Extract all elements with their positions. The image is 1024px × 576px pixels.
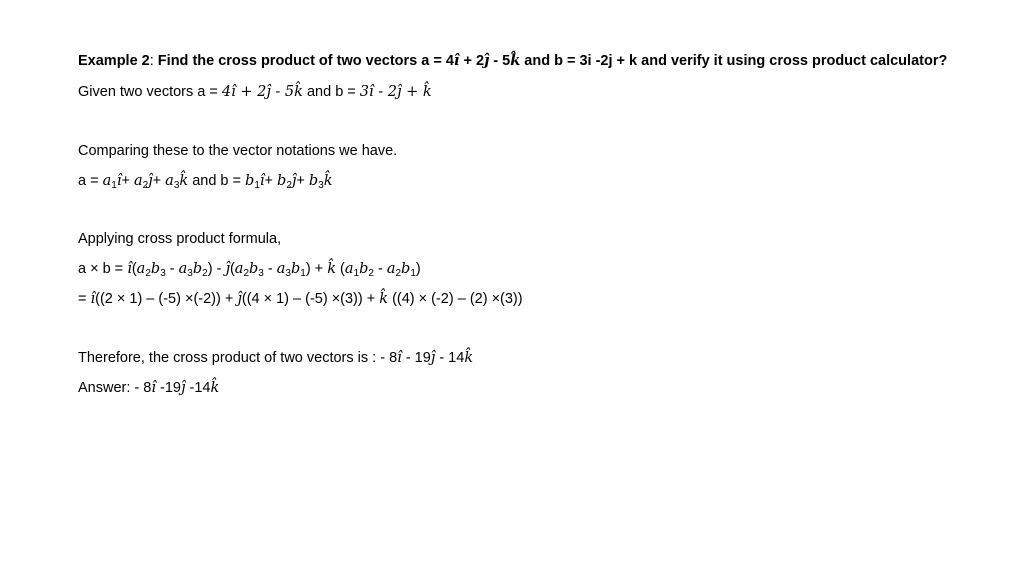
unit-vector-k: k̂	[323, 173, 333, 189]
plus-sign: +	[152, 173, 166, 189]
subscript-3: 3	[318, 180, 324, 191]
subscript: 3	[160, 268, 166, 279]
term-b: b	[192, 261, 203, 277]
substitution-i-term: ((2 × 1) – (-5) ×(-2)) +	[95, 291, 238, 307]
substitution-j-term: ((4 × 1) – (-5) ×(3)) +	[241, 291, 380, 307]
therefore-line	[78, 347, 473, 369]
term-b: b	[290, 261, 301, 277]
equals-sign: =	[78, 291, 91, 307]
given-vectors	[78, 81, 432, 103]
question-part-3: - 5	[489, 53, 511, 69]
unit-vector-i: î	[259, 173, 265, 189]
unit-vector-j: ĵ	[237, 291, 242, 307]
unit-vector-k: k̂	[179, 173, 189, 189]
unit-vector-k: k̂	[464, 350, 474, 366]
therefore-text: Therefore, the cross product of two vectors is : - 8	[78, 350, 398, 366]
question-part-4: and b = 3i -2j + k and verify it using cross product calculator?	[520, 53, 948, 69]
minus-sign: -	[373, 261, 387, 277]
given-text-2: and b =	[302, 84, 360, 100]
component-a3: a	[165, 173, 174, 189]
vector-b-expression: 3î - 2ĵ + k̂	[359, 84, 432, 100]
subscript-3: 3	[173, 180, 180, 191]
unit-vector-i: î	[116, 173, 122, 189]
question-part-2: + 2	[459, 53, 485, 69]
subscript: 2	[243, 268, 249, 279]
paren-open: (	[229, 261, 235, 277]
vector-a-expression: 4î + 2ĵ - 5k̂	[221, 84, 303, 100]
unit-vector-j: ĵ	[148, 173, 153, 189]
example-label: Example 2	[78, 53, 150, 69]
subscript-1: 1	[111, 180, 117, 191]
component-b2: b	[277, 173, 287, 189]
term-a: a	[386, 261, 396, 277]
component-a2: a	[133, 173, 143, 189]
plus-sign: +	[264, 173, 278, 189]
subscript-1: 1	[254, 180, 260, 191]
term-a: a	[276, 261, 286, 277]
subscript-2: 2	[286, 180, 292, 191]
paren-open: (	[131, 261, 137, 277]
component-b3: b	[308, 173, 319, 189]
comparing-text: Comparing these to the vector notations we have.	[78, 143, 398, 159]
unit-vector-i: î	[453, 52, 460, 69]
answer-line	[78, 377, 219, 399]
subscript: 1	[300, 268, 306, 279]
component-b1: b	[245, 173, 255, 189]
term-a: a	[178, 261, 188, 277]
notation-b-lead: and b =	[188, 173, 246, 189]
subscript: 2	[395, 268, 402, 279]
unit-vector-i: î	[151, 380, 156, 396]
subscript: 1	[410, 268, 416, 279]
example-question	[78, 50, 947, 72]
answer-k-coef: -14	[185, 380, 211, 396]
unit-vector-j: ĵ	[180, 380, 186, 396]
subscript-2: 2	[142, 180, 149, 191]
given-text-1: Given two vectors a =	[78, 84, 222, 100]
term-b: b	[249, 261, 259, 277]
term-b: b	[359, 261, 369, 277]
unit-vector-i: î	[397, 350, 402, 366]
unit-vector-k: k̂	[510, 52, 521, 69]
unit-vector-j: ĵ	[291, 173, 297, 189]
subscript: 3	[187, 268, 193, 279]
substitution-line	[78, 288, 523, 310]
term-a: a	[344, 261, 354, 277]
unit-vector-j: ĵ	[225, 261, 230, 277]
unit-vector-k: k̂	[379, 291, 389, 307]
vector-notation	[78, 170, 333, 192]
term-a: a	[234, 261, 244, 277]
therefore-j-coef: - 19	[401, 350, 431, 366]
minus-sign: -	[263, 261, 277, 277]
subscript: 3	[258, 268, 264, 279]
term-b: b	[401, 261, 411, 277]
unit-vector-i: î	[90, 291, 96, 307]
subscript: 2	[145, 268, 151, 279]
paren-open: (	[335, 261, 345, 277]
subscript: 1	[353, 268, 360, 279]
subscript: 2	[202, 268, 208, 279]
subscript: 2	[368, 268, 374, 279]
plus-sign: +	[121, 173, 134, 189]
subscript: 3	[285, 268, 291, 279]
formula-lead: a × b =	[78, 261, 128, 277]
unit-vector-k: k̂	[327, 261, 336, 277]
cross-product-formula	[78, 258, 421, 280]
therefore-k-coef: - 14	[435, 350, 465, 366]
term-a: a	[136, 261, 146, 277]
unit-vector-j: ĵ	[484, 52, 490, 69]
unit-vector-k: k̂	[210, 380, 220, 396]
applying-text: Applying cross product formula,	[78, 231, 282, 247]
term-b: b	[150, 261, 161, 277]
paren-close: ) -	[207, 261, 226, 277]
question-part-1: Find the cross product of two vectors a = 4	[153, 53, 454, 69]
answer-j-coef: -19	[155, 380, 181, 396]
component-a1: a	[102, 173, 112, 189]
unit-vector-i: î	[127, 261, 132, 277]
minus-sign: -	[165, 261, 179, 277]
paren-close: ) +	[305, 261, 328, 277]
unit-vector-j: ĵ	[430, 350, 436, 366]
paren-close: )	[415, 261, 421, 277]
example-separator: :	[149, 53, 154, 69]
substitution-k-term: ((4) × (-2) – (2) ×(3))	[388, 291, 523, 307]
plus-sign: +	[296, 173, 309, 189]
notation-a-lead: a =	[78, 173, 103, 189]
answer-text: Answer: - 8	[78, 380, 152, 396]
